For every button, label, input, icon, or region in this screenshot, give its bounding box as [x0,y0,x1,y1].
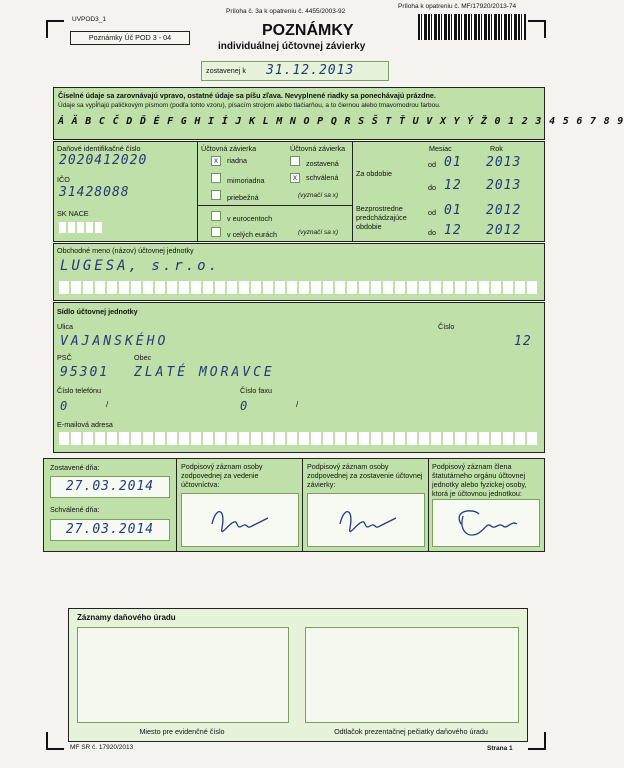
alphabet-sample: Á Ä B C Č D Ď É F G H I Í J K L M N O P Q R S Š T Ť U V X Y Ý Ž 0 1 2 3 4 5 6 7 8 9 [58,116,624,127]
page-number: Strana 1 [487,745,513,752]
corner-mark-bottom-right [528,732,546,750]
annex-right: Príloha k opatreniu č. MF/17920/2013-74 [398,3,517,10]
instructions-line-1: Číselné údaje sa zarovnávajú vpravo, ostatné údaje sa píšu zľava. Nevyplnené riadky sa ponechávajú prázdne. [58,91,436,100]
option-label: zostavená [306,159,339,168]
cur-to-year[interactable]: 2013 [486,178,522,193]
closing-option-approved[interactable] [290,173,338,183]
ico-label: IČO [57,175,70,184]
instructions-line-2: Údaje sa vypĺňajú paličkovým písmom (podľa tohto vzoru), písacím strojom alebo tlačiarňou, a to čiernou alebo tmavomodrou farbou. [58,102,441,109]
street-label: Ulica [57,322,73,331]
mark-note-1: (vyznačí sa x) [298,192,339,199]
signature-1 [182,494,298,546]
approved-on-label: Schválené dňa: [50,505,100,514]
compiled-on-value[interactable]: 27.03.2014 [50,476,170,498]
sig2-label: Podpisový záznam osoby zodpovednej za zostavenie účtovnej závierky: [307,462,423,489]
checkbox-cents[interactable] [211,211,221,221]
prev-period-label: Bezprostredne predchádzajúce obdobie [356,204,407,231]
closing-option-compiled[interactable] [290,156,339,168]
entity-name-panel [53,243,545,301]
page-title: POZNÁMKY [262,22,354,39]
prev-to-year[interactable]: 2012 [486,223,522,238]
entity-name-value[interactable]: LUGESA, s.r.o. [60,258,221,274]
corner-mark-top-left [46,20,64,38]
prev-from-year[interactable]: 2012 [486,203,522,218]
fax-separator: / [296,400,299,409]
ico-value[interactable]: 31428088 [59,185,130,200]
corner-mark-bottom-left [46,732,64,750]
compiled-on-label: Zostavené dňa: [50,463,100,472]
sig3-label: Podpisový záznam člena štatutárneho orgánu účtovnej jednotky alebo fyzickej osoby, ktorá je účtovnou jednotkou: [432,462,527,498]
checkbox-extraordinary[interactable] [211,173,221,183]
number-label: Číslo [438,322,455,331]
number-value[interactable]: 12 [514,334,532,349]
registration-number-box[interactable] [77,627,289,723]
phone-value[interactable]: 0 [60,399,69,413]
mark-note-2: (vyznačí sa x) [298,229,339,236]
dic-label: Daňové identifikačné číslo [57,144,141,153]
cur-from-year[interactable]: 2013 [486,155,522,170]
prev-to-month[interactable]: 12 [444,223,462,238]
month-label: Mesiac [429,144,452,153]
closing-option-extraordinary[interactable] [211,173,265,185]
currency-option-euros[interactable] [211,227,277,239]
psc-value[interactable]: 95301 [60,365,110,380]
sig2-box[interactable] [307,493,425,547]
entity-name-line-2[interactable] [59,281,537,294]
psc-label: PSČ [57,353,72,362]
checkbox-interim[interactable] [211,190,221,200]
current-period-label: Za obdobie [356,169,392,178]
option-label: mimoriadna [227,176,265,185]
prev-to-label: do [428,228,436,237]
registration-number-caption: Miesto pre evidenčné číslo [139,727,225,736]
year-label: Rok [490,144,503,153]
cur-from-label: od [428,160,436,169]
sig1-box[interactable] [181,493,299,547]
footer-code: MF SR č. 17920/2013 [70,744,134,751]
entity-name-label: Obchodné meno (názov) účtovnej jednotky [57,246,194,255]
closing-option-regular[interactable] [211,156,247,166]
checkbox-euros[interactable] [211,227,221,237]
option-label: priebežná [227,193,259,202]
closing-type-label-1: Účtovná závierka [201,144,257,153]
cur-to-label: do [428,183,436,192]
fax-value[interactable]: 0 [240,399,249,413]
sig1-label: Podpisový záznam osoby zodpovednej za vedenie účtovníctva: [181,462,263,489]
option-label: schválená [306,173,339,182]
signature-panel [43,458,545,552]
sknace-field[interactable] [59,222,102,233]
closing-type-label-2: Účtovná závierka [290,144,346,153]
annex-left: Príloha č. 3a k opatreniu č. 4455/2003-92 [226,8,346,15]
currency-option-cents[interactable] [211,211,272,223]
prev-from-month[interactable]: 01 [444,203,462,218]
phone-label: Číslo telefónu [57,386,101,395]
compiled-date-value[interactable]: 31.12.2013 [266,63,355,78]
option-label: v eurocentoch [227,214,273,223]
stamp-caption: Odtlačok prezentačnej pečiatky daňového úradu [334,727,488,736]
city-value[interactable]: ZLATÉ MORAVCE [134,365,275,380]
signature-3 [433,500,539,546]
entity-seat-panel [53,302,545,453]
tax-office-panel [68,608,528,742]
signature-2 [308,494,424,546]
prev-from-label: od [428,208,436,217]
form-name-box: Poznámky Úč POD 3 - 04 [70,31,190,45]
dic-value[interactable]: 2020412020 [59,153,148,168]
cur-from-month[interactable]: 01 [444,155,462,170]
phone-separator: / [106,400,109,409]
cur-to-month[interactable]: 12 [444,178,462,193]
email-field[interactable] [59,432,537,445]
page-subtitle: individuálnej účtovnej závierky [218,41,366,52]
street-value[interactable]: VAJANSKÉHO [60,334,169,349]
compiled-date-label: zostavenej k [206,66,246,75]
instructions-panel [53,87,624,140]
seat-title: Sídlo účtovnej jednotky [57,307,138,316]
form-code: UVPOD3_1 [72,16,106,23]
option-label: riadna [227,156,247,165]
city-label: Obec [134,353,152,362]
compiled-date-row [201,61,389,81]
closing-option-interim[interactable] [211,190,259,202]
fax-label: Číslo faxu [240,386,272,395]
checkbox-regular[interactable]: x [211,156,221,166]
corner-mark-top-right [528,20,546,38]
stamp-box[interactable] [305,627,519,723]
sknace-label: SK NACE [57,209,89,218]
identification-panel [53,141,545,242]
sig3-box[interactable] [432,499,540,547]
tax-office-title: Záznamy daňového úradu [77,613,176,622]
checkbox-approved[interactable]: x [290,173,300,183]
email-label: E-mailová adresa [57,420,113,429]
approved-on-value[interactable]: 27.03.2014 [50,519,170,541]
barcode [418,14,526,40]
checkbox-compiled[interactable] [290,156,300,166]
option-label: v celých eurách [227,230,277,239]
